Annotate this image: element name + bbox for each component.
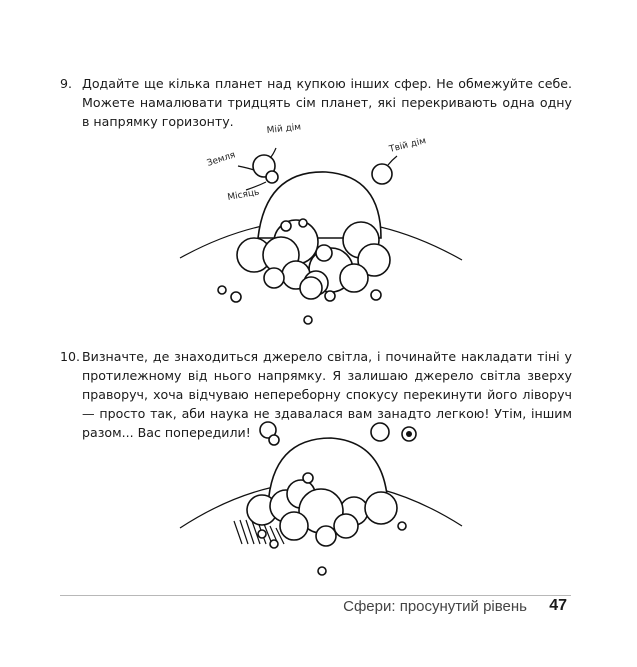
footer-divider <box>60 595 571 596</box>
illustration-planets <box>176 120 466 335</box>
page-number: 47 <box>549 597 567 614</box>
label-my-home: Мій дім <box>266 122 302 136</box>
label-your-home: Твій дім <box>388 136 428 155</box>
label-moon: Місяць <box>226 187 261 203</box>
step-number: 9. <box>60 76 73 91</box>
step-text: Визначте, де знаходиться джерело світла, і починайте накладати тіні у протилежному від нього напрямку. Я залишаю джерело світла зверху праворуч, хоча відчуваю непереборну спокусу перекинути його ліворуч — просто так, аби наука не здавалася вам занадто легкою! Утім, іншим разом... Вас попередили! <box>82 349 572 440</box>
label-earth: Земля <box>205 150 237 169</box>
step-text: Додайте ще кілька планет над купкою інших сфер. Не обмежуйте себе. Можете намалювати тридцять сім планет, які перекривають одна одну в напрямку горизонту. <box>82 76 572 129</box>
step-number: 10. <box>60 349 81 364</box>
illustration-shading <box>176 416 466 586</box>
footer-title: Сфери: просунутий рівень <box>343 598 527 615</box>
